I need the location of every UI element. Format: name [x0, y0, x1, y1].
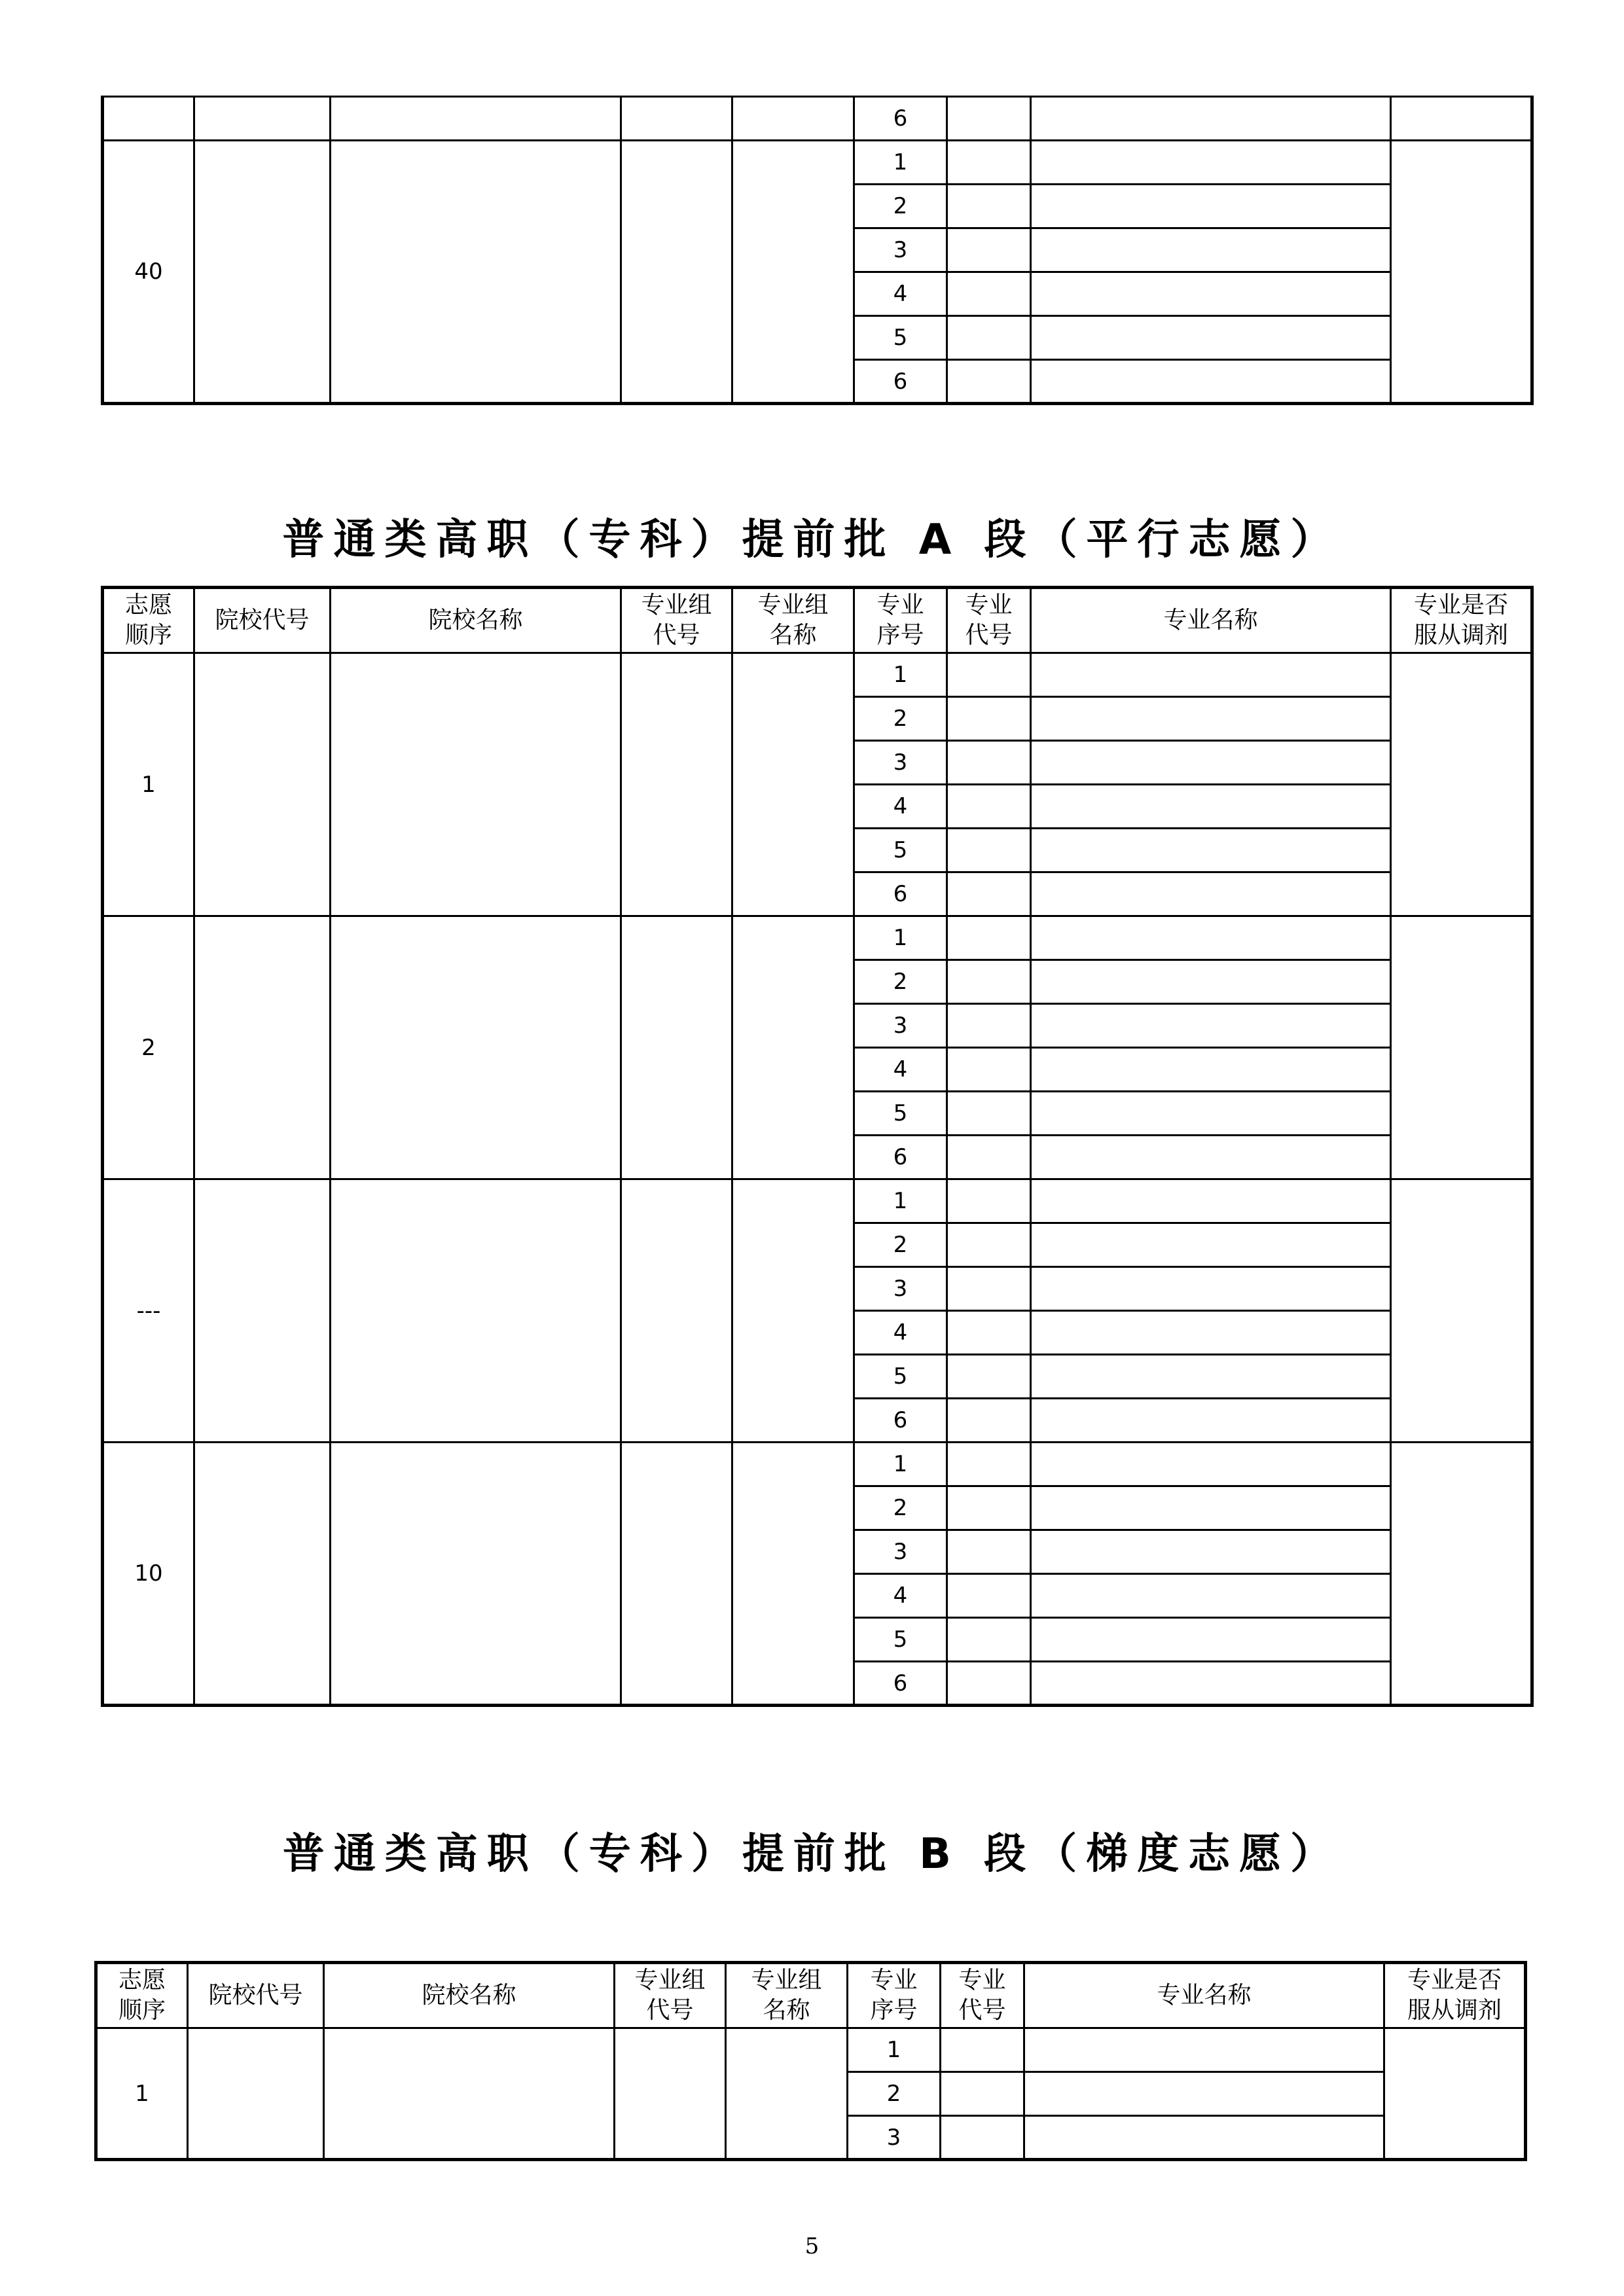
major-seq-cell: 2: [854, 697, 947, 741]
major-seq-cell: 5: [854, 316, 947, 360]
adjust-accept-cell[interactable]: [1391, 916, 1532, 1179]
major-code-cell[interactable]: [947, 960, 1031, 1004]
adjust-accept-cell[interactable]: [1384, 2028, 1526, 2160]
major-name-cell[interactable]: [1024, 2116, 1384, 2160]
major-code-cell[interactable]: [947, 316, 1031, 360]
school-code-cell[interactable]: [194, 653, 331, 916]
major-name-cell[interactable]: [1031, 1399, 1391, 1443]
major-code-cell[interactable]: [947, 916, 1031, 960]
school-code-cell[interactable]: [194, 141, 331, 404]
major-seq-cell: 5: [854, 1355, 947, 1399]
major-seq-cell: 3: [848, 2116, 941, 2160]
major-code-cell[interactable]: [947, 272, 1031, 316]
major-name-cell[interactable]: [1031, 1179, 1391, 1223]
continued-cell[interactable]: [103, 97, 194, 141]
school-name-cell[interactable]: [331, 653, 621, 916]
major-seq-cell: 2: [854, 1223, 947, 1267]
table-row: [103, 1443, 1532, 1486]
major-name-cell[interactable]: [1024, 2072, 1384, 2116]
group-name-cell[interactable]: [732, 916, 854, 1179]
continued-cell[interactable]: [331, 97, 621, 141]
major-name-cell[interactable]: [1031, 1443, 1391, 1486]
group-code-cell[interactable]: [621, 141, 732, 404]
table-row: [103, 141, 1532, 185]
major-code-cell[interactable]: [941, 2072, 1024, 2116]
major-seq-cell: 2: [854, 185, 947, 228]
major-seq-cell: 2: [848, 2072, 941, 2116]
group-name-cell[interactable]: [732, 653, 854, 916]
major-seq-cell: 3: [854, 1530, 947, 1574]
major-name-cell[interactable]: [1031, 1530, 1391, 1574]
major-name-cell[interactable]: [1031, 185, 1391, 228]
adjust-accept-cell[interactable]: [1391, 653, 1532, 916]
major-name-cell[interactable]: [1031, 1574, 1391, 1618]
major-seq-cell: 6: [854, 1399, 947, 1443]
page-number: 5: [804, 2233, 820, 2259]
major-name-cell[interactable]: [1031, 316, 1391, 360]
school-code-cell[interactable]: [194, 1443, 331, 1706]
major-name-cell[interactable]: [1031, 228, 1391, 272]
column-header: 院校名称: [324, 1963, 615, 2028]
major-name-cell[interactable]: [1031, 916, 1391, 960]
table-row: [96, 2028, 1526, 2072]
major-code-cell[interactable]: [947, 741, 1031, 785]
school-name-cell[interactable]: [324, 2028, 615, 2160]
school-name-cell[interactable]: [331, 916, 621, 1179]
choice-order-cell: 1: [96, 2028, 188, 2160]
major-code-cell[interactable]: [947, 785, 1031, 829]
major-name-cell[interactable]: [1031, 1223, 1391, 1267]
section-a-title: 普通类高职（专科）提前批 A 段（平行志愿）: [282, 516, 1342, 564]
major-code-cell[interactable]: [947, 1355, 1031, 1399]
major-seq-cell: 6: [854, 97, 947, 141]
section-a-table: [101, 586, 1534, 1707]
choice-order-cell: 1: [103, 653, 194, 916]
major-seq-cell: 3: [854, 1004, 947, 1048]
group-name-cell[interactable]: [732, 1443, 854, 1706]
major-name-cell[interactable]: [1031, 1486, 1391, 1530]
major-seq-cell: 1: [848, 2028, 941, 2072]
major-name-cell[interactable]: [1031, 653, 1391, 697]
column-header: 院校名称: [331, 588, 621, 653]
major-code-cell[interactable]: [947, 1267, 1031, 1311]
major-seq-cell: 1: [854, 141, 947, 185]
choice-order-cell: 40: [103, 141, 194, 404]
major-name-cell[interactable]: [1031, 1311, 1391, 1355]
column-header: 专业组 名称: [732, 588, 854, 653]
group-code-cell[interactable]: [621, 653, 732, 916]
school-name-cell[interactable]: [331, 1179, 621, 1443]
choice-order-cell: 2: [103, 916, 194, 1179]
column-header: 专业是否 服从调剂: [1384, 1963, 1526, 2028]
group-name-cell[interactable]: [732, 141, 854, 404]
school-name-cell[interactable]: [331, 1443, 621, 1706]
group-name-cell[interactable]: [732, 1179, 854, 1443]
major-code-cell[interactable]: [947, 1486, 1031, 1530]
major-seq-cell: 4: [854, 272, 947, 316]
major-code-cell[interactable]: [947, 1574, 1031, 1618]
group-code-cell[interactable]: [621, 1179, 732, 1443]
major-code-cell[interactable]: [947, 1311, 1031, 1355]
major-name-cell[interactable]: [1031, 872, 1391, 916]
section-b-table: [94, 1961, 1527, 2161]
major-seq-cell: 2: [854, 960, 947, 1004]
column-header: 专业 序号: [848, 1963, 941, 2028]
column-header: 专业组 代号: [621, 588, 732, 653]
major-seq-cell: 5: [854, 1618, 947, 1662]
major-name-cell[interactable]: [1031, 1004, 1391, 1048]
major-seq-cell: 3: [854, 1267, 947, 1311]
group-code-cell[interactable]: [615, 2028, 726, 2160]
major-code-cell[interactable]: [947, 360, 1031, 404]
adjust-accept-cell[interactable]: [1391, 97, 1532, 141]
column-header: 专业名称: [1024, 1963, 1384, 2028]
major-code-cell[interactable]: [947, 1223, 1031, 1267]
major-seq-cell: 1: [854, 1179, 947, 1223]
adjust-accept-cell[interactable]: [1391, 1443, 1532, 1706]
major-seq-cell: 4: [854, 1574, 947, 1618]
major-name-cell[interactable]: [1031, 272, 1391, 316]
major-name-cell[interactable]: [1031, 741, 1391, 785]
school-code-cell[interactable]: [194, 916, 331, 1179]
column-header: 志愿 顺序: [96, 1963, 188, 2028]
column-header: 专业 代号: [941, 1963, 1024, 2028]
major-seq-cell: 1: [854, 1443, 947, 1486]
major-seq-cell: 5: [854, 829, 947, 872]
major-seq-cell: 6: [854, 872, 947, 916]
group-code-cell[interactable]: [621, 916, 732, 1179]
choice-order-cell: ---: [103, 1179, 194, 1443]
major-name-cell[interactable]: [1031, 960, 1391, 1004]
major-code-cell[interactable]: [947, 697, 1031, 741]
table-row: [103, 1179, 1532, 1223]
column-header: 院校代号: [188, 1963, 324, 2028]
major-code-cell[interactable]: [947, 1443, 1031, 1486]
major-name-cell[interactable]: [1024, 2028, 1384, 2072]
major-code-cell[interactable]: [947, 829, 1031, 872]
major-seq-cell: 4: [854, 1311, 947, 1355]
column-header: 院校代号: [194, 588, 331, 653]
major-name-cell[interactable]: [1031, 1092, 1391, 1136]
column-header: 专业是否 服从调剂: [1391, 588, 1532, 653]
column-header: 志愿 顺序: [103, 588, 194, 653]
major-seq-cell: 3: [854, 228, 947, 272]
continued-cell[interactable]: [194, 97, 331, 141]
school-name-cell[interactable]: [331, 141, 621, 404]
major-code-cell[interactable]: [947, 1530, 1031, 1574]
school-code-cell[interactable]: [194, 1179, 331, 1443]
major-name-cell[interactable]: [1031, 360, 1391, 404]
major-seq-cell: 1: [854, 916, 947, 960]
column-header: 专业 序号: [854, 588, 947, 653]
major-name-cell[interactable]: [1031, 1618, 1391, 1662]
major-seq-cell: 6: [854, 1662, 947, 1706]
major-code-cell[interactable]: [947, 185, 1031, 228]
major-seq-cell: 5: [854, 1092, 947, 1136]
major-code-cell[interactable]: [947, 1004, 1031, 1048]
major-code-cell[interactable]: [947, 1179, 1031, 1223]
group-name-cell[interactable]: [726, 2028, 848, 2160]
major-name-cell[interactable]: [1031, 1267, 1391, 1311]
major-seq-cell: 6: [854, 1136, 947, 1179]
major-name-cell[interactable]: [1031, 1662, 1391, 1706]
major-name-cell[interactable]: [1031, 1355, 1391, 1399]
major-name-cell[interactable]: [1031, 1136, 1391, 1179]
column-header: 专业组 名称: [726, 1963, 848, 2028]
choice-order-cell: 10: [103, 1443, 194, 1706]
major-code-cell[interactable]: [947, 141, 1031, 185]
table-row: [103, 653, 1532, 697]
major-code-cell[interactable]: [947, 653, 1031, 697]
major-code-cell[interactable]: [947, 1399, 1031, 1443]
major-seq-cell: 4: [854, 785, 947, 829]
major-name-cell[interactable]: [1031, 697, 1391, 741]
section-b-title: 普通类高职（专科）提前批 B 段（梯度志愿）: [282, 1830, 1342, 1878]
major-name-cell[interactable]: [1031, 1048, 1391, 1092]
major-seq-cell: 6: [854, 360, 947, 404]
group-code-cell[interactable]: [621, 1443, 732, 1706]
major-code-cell[interactable]: [947, 228, 1031, 272]
major-code-cell[interactable]: [947, 1092, 1031, 1136]
continued-cell[interactable]: [732, 97, 854, 141]
continued-cell[interactable]: [621, 97, 732, 141]
major-code-cell[interactable]: [941, 2116, 1024, 2160]
adjust-accept-cell[interactable]: [1391, 1179, 1532, 1443]
column-header: 专业名称: [1031, 588, 1391, 653]
adjust-accept-cell[interactable]: [1391, 141, 1532, 404]
major-name-cell[interactable]: [1031, 785, 1391, 829]
major-name-cell[interactable]: [1031, 829, 1391, 872]
column-header: 专业 代号: [947, 588, 1031, 653]
major-code-cell[interactable]: [947, 1662, 1031, 1706]
major-seq-cell: 3: [854, 741, 947, 785]
column-header: 专业组 代号: [615, 1963, 726, 2028]
major-name-cell[interactable]: [1031, 97, 1391, 141]
major-seq-cell: 2: [854, 1486, 947, 1530]
major-code-cell[interactable]: [947, 1136, 1031, 1179]
table-row: [103, 916, 1532, 960]
continued-table: [101, 96, 1534, 405]
table-row: [103, 97, 1532, 141]
major-code-cell[interactable]: [947, 872, 1031, 916]
major-code-cell[interactable]: [947, 97, 1031, 141]
major-code-cell[interactable]: [941, 2028, 1024, 2072]
major-code-cell[interactable]: [947, 1618, 1031, 1662]
major-code-cell[interactable]: [947, 1048, 1031, 1092]
major-seq-cell: 1: [854, 653, 947, 697]
major-seq-cell: 4: [854, 1048, 947, 1092]
school-code-cell[interactable]: [188, 2028, 324, 2160]
major-name-cell[interactable]: [1031, 141, 1391, 185]
